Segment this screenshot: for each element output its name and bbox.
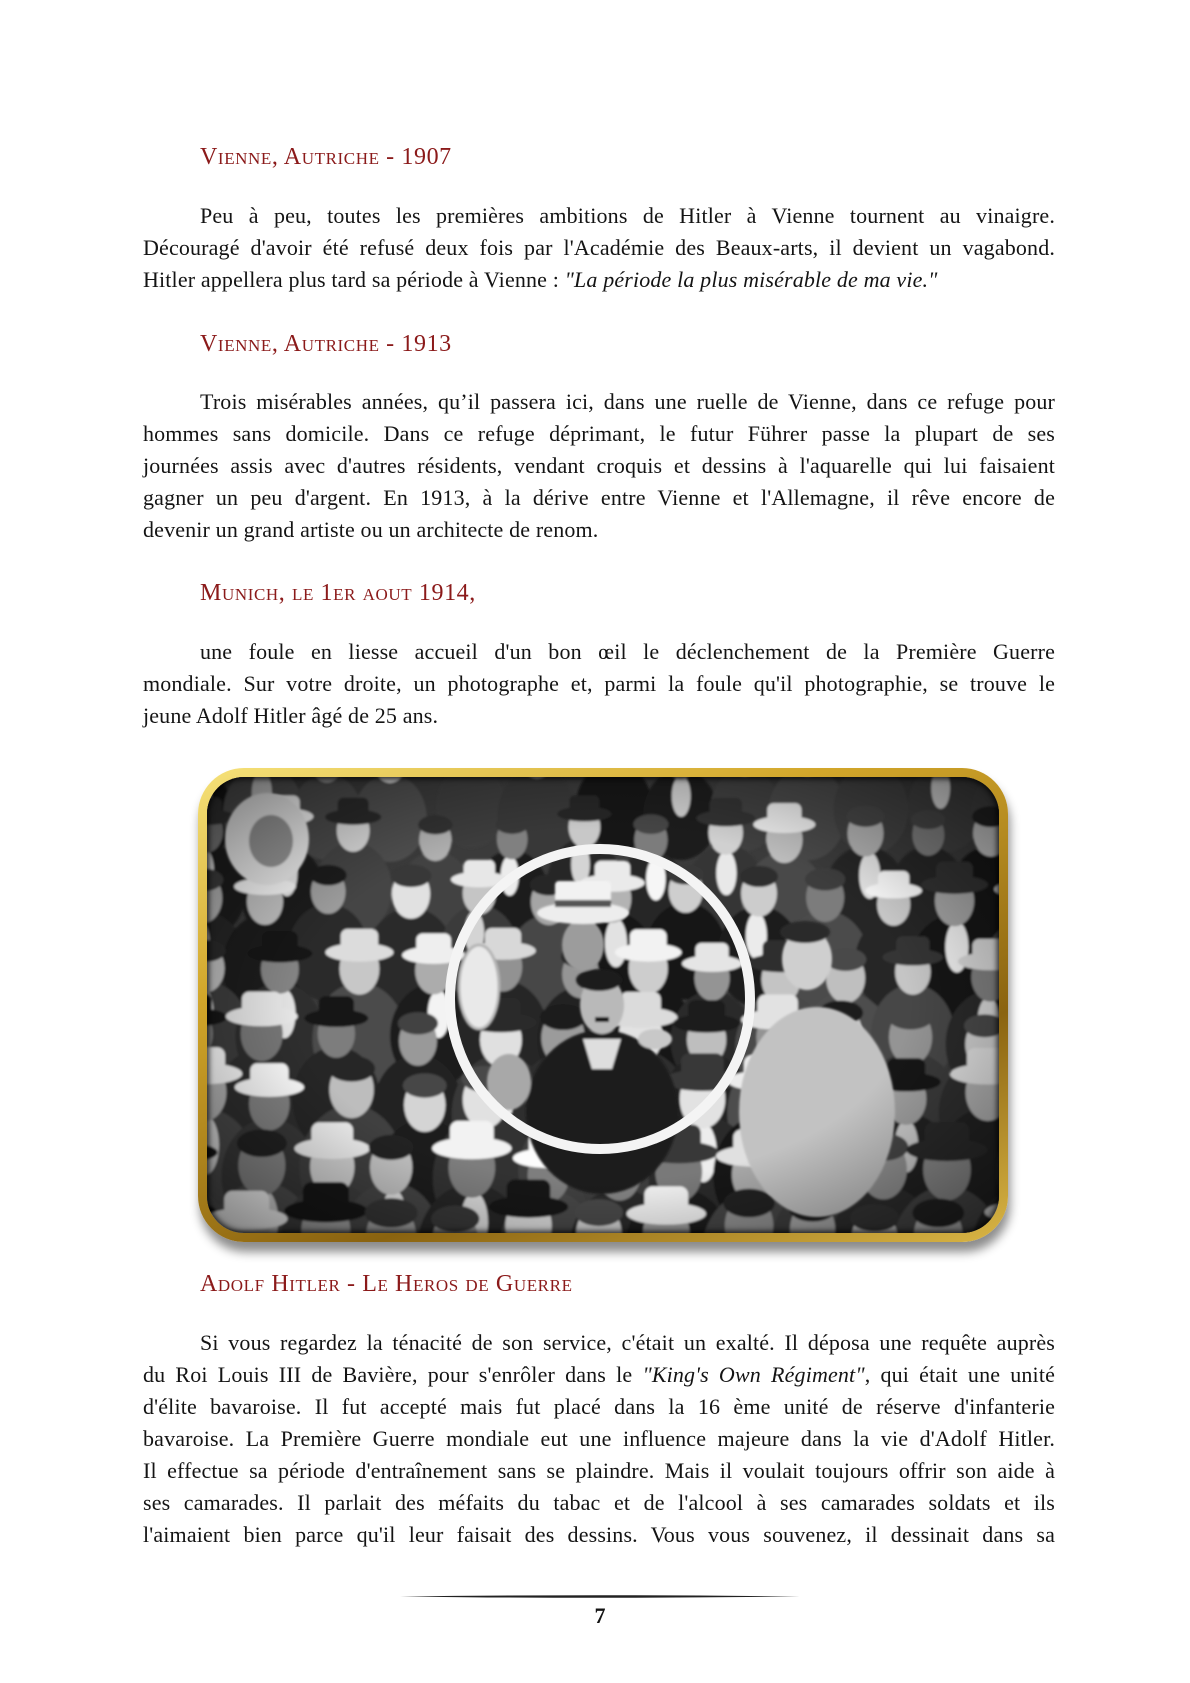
paragraph-line: journées assis avec d'autres résidents, vendant croquis et dessins à l'aquarelle qui lui faisaient xyxy=(143,453,1055,478)
paragraph-line: d'élite bavaroise. Il fut accepté mais fut placé dans la 16 ème unité de réserve d'infanterie xyxy=(143,1394,1055,1419)
section-heading: Vienne, Autriche - 1913 xyxy=(200,331,452,357)
crowd-face xyxy=(991,777,999,778)
paragraph-line xyxy=(143,1359,1055,1391)
line-text: Hitler appellera plus tard sa période à Vienne : xyxy=(143,267,565,292)
paragraph-line: gagner un peu d'argent. En 1913, à la dérive entre Vienne et l'Allemagne, il rêve encore de xyxy=(143,485,1055,510)
paragraph-line: jeune Adolf Hitler âgé de 25 ans. xyxy=(143,703,439,728)
paragraph-line: Trois misérables années, qu’il passera ici, dans une ruelle de Vienne, dans ce refuge pour xyxy=(200,389,1055,414)
quote-text: "La période la plus misérable de ma vie." xyxy=(564,267,938,292)
line-text: , qui était une unité xyxy=(864,1362,1055,1387)
footer-rule xyxy=(400,1594,800,1599)
paragraph-line: hommes sans domicile. Dans ce refuge déprimant, le futur Führer passe la plupart de ses xyxy=(143,421,1055,446)
photo-area xyxy=(207,777,999,1233)
section-heading: Vienne, Autriche - 1907 xyxy=(200,144,452,170)
paragraph-line: l'aimaient bien parce qu'il leur faisait des dessins. Vous vous souvenez, il dessinait dans sa xyxy=(143,1522,1055,1547)
page-number: 7 xyxy=(594,1603,606,1628)
paragraph-line: Il effectue sa période d'entraînement sans se plaindre. Mais il voulait toujours offrir son aide à xyxy=(143,1458,1055,1483)
paragraph-line xyxy=(143,264,1055,296)
paragraph xyxy=(143,636,1055,732)
paragraph-line: mondiale. Sur votre droite, un photographe et, parmi la foule qu'il photographie, se trouve le xyxy=(143,671,1055,696)
paragraph-line: devenir un grand artiste ou un architecte de renom. xyxy=(143,517,599,542)
paragraph-line: une foule en liesse accueil d'un bon œil le déclenchement de la Première Guerre xyxy=(200,639,1055,664)
crowd-face xyxy=(207,777,215,782)
photo-frame xyxy=(198,768,1008,1242)
paragraph xyxy=(143,1327,1055,1551)
paragraph-line: bavaroise. La Première Guerre mondiale eut une influence majeure dans la vie d'Adolf Hitler. xyxy=(143,1426,1055,1451)
paragraph-line: Si vous regardez la ténacité de son service, c'était un exalté. Il déposa une requête auprès xyxy=(200,1330,1055,1355)
crowd-photo xyxy=(207,777,999,1233)
paragraph-line: Découragé d'avoir été refusé deux fois par l'Académie des Beaux-arts, il devient un vagabond. xyxy=(143,235,1055,260)
quote-text: "King's Own Régiment" xyxy=(642,1362,865,1387)
paragraph-line: Peu à peu, toutes les premières ambitions de Hitler à Vienne tournent au vinaigre. xyxy=(200,203,1055,228)
paragraph-line: ses camarades. Il parlait des méfaits du tabac et de l'alcool à ses camarades soldats et ils xyxy=(143,1490,1055,1515)
section-heading: Adolf Hitler - Le Heros de Guerre xyxy=(200,1271,573,1297)
section-heading: Munich, le 1er aout 1914, xyxy=(200,580,476,606)
footer-rule-line xyxy=(400,1595,800,1598)
line-text: du Roi Louis III de Bavière, pour s'enrôler dans le xyxy=(143,1362,643,1387)
paragraph xyxy=(143,200,1055,296)
paragraph xyxy=(143,386,1055,546)
